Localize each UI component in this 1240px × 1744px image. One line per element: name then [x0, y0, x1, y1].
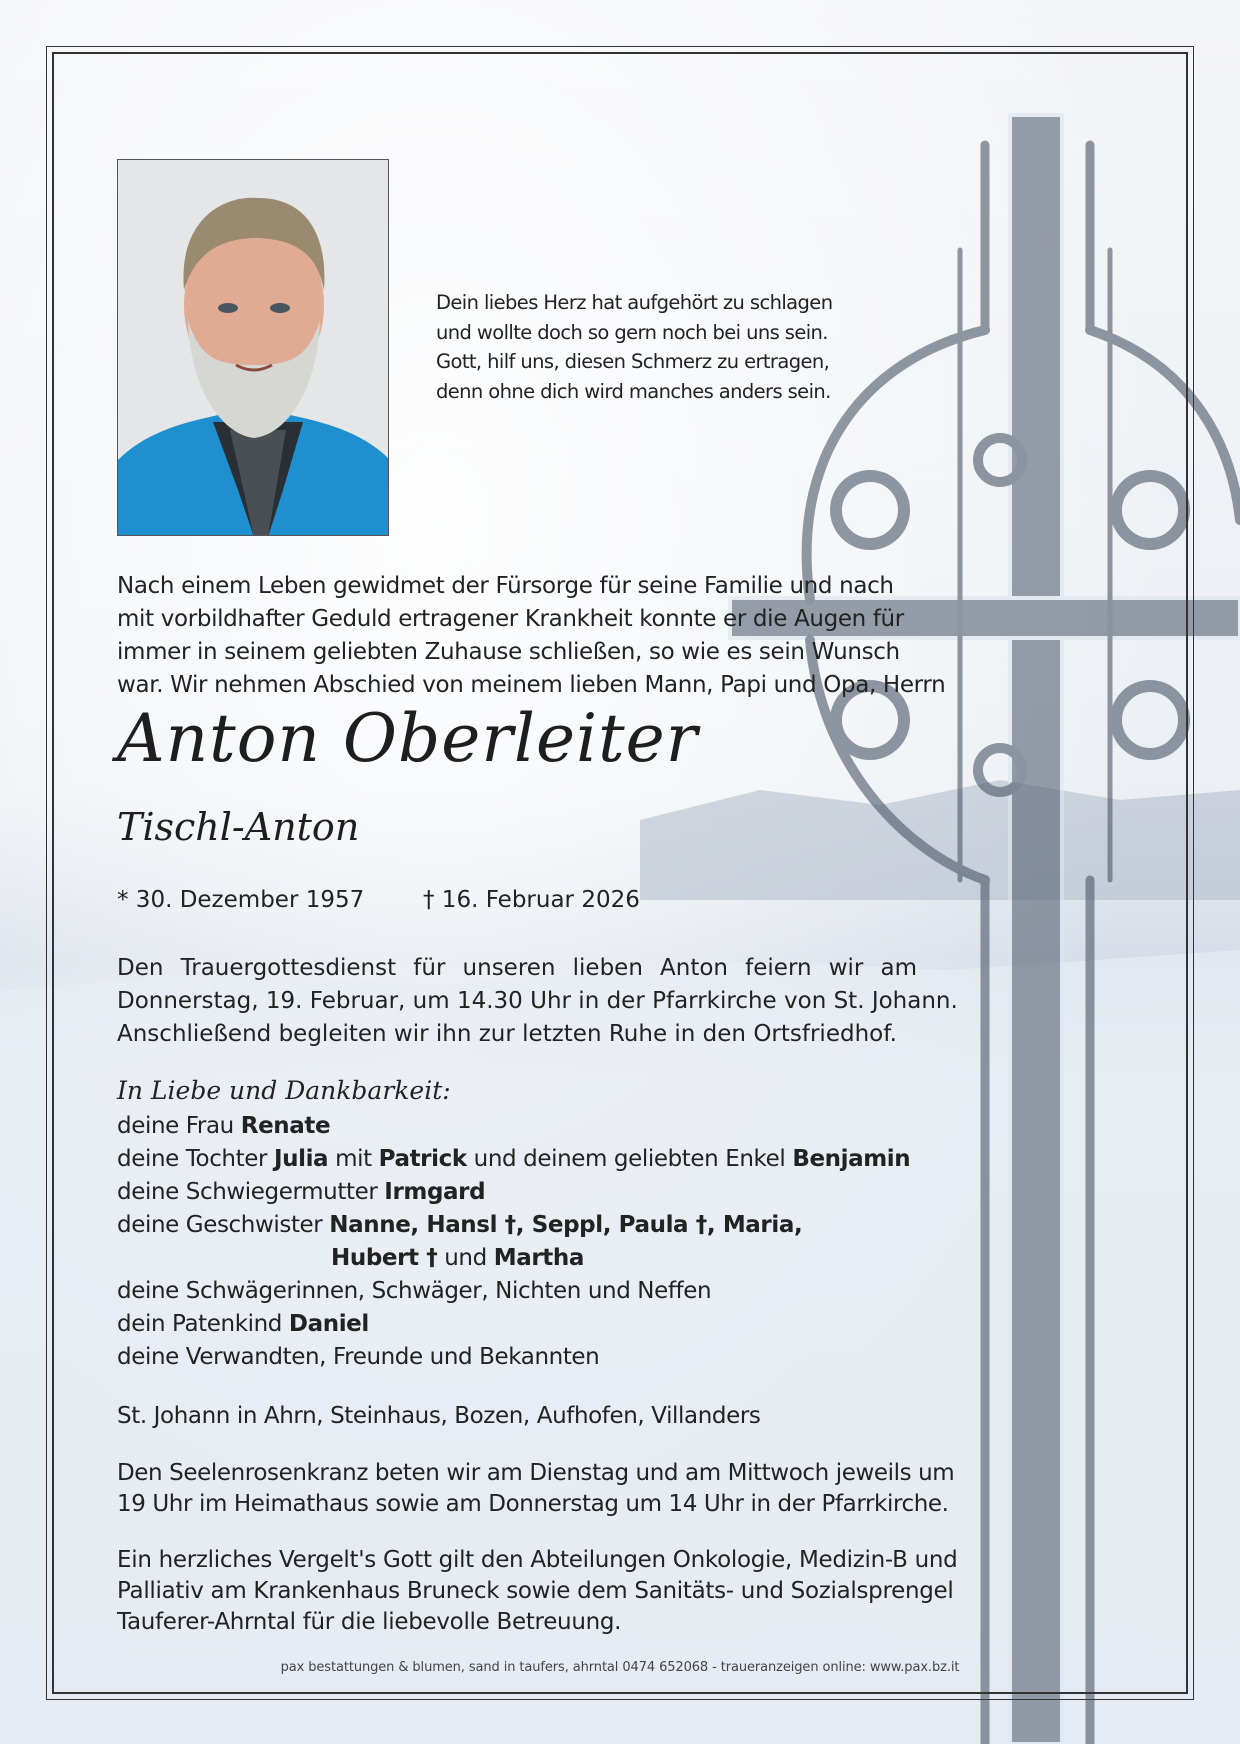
rosary-line: 19 Uhr im Heimathaus sowie am Donnerstag um 14 Uhr in der Pfarrkirche. — [117, 1491, 949, 1517]
mourner-relation: und — [437, 1245, 494, 1271]
mourner-name: Renate — [240, 1113, 331, 1139]
mourner-relation: deine Geschwister — [117, 1212, 330, 1238]
mourner-name: Irmgard — [384, 1179, 486, 1205]
intro-paragraph — [117, 570, 946, 702]
footer-credit: pax bestattungen & blumen, sand in taufers, ahrntal 0474 652068 - traueranzeigen online: www.pax.bz.it — [280, 1660, 960, 1675]
mourners-list — [117, 1110, 917, 1374]
mourner-relation: und deinem geliebten Enkel — [466, 1146, 793, 1172]
intro-line: mit vorbildhafter Geduld ertragener Krankheit konnte er die Augen für — [117, 606, 904, 632]
mourner-row — [117, 1143, 917, 1176]
gratitude-heading: In Liebe und Dankbarkeit: — [117, 1076, 451, 1105]
poem — [436, 288, 876, 406]
mourner-row — [117, 1242, 917, 1275]
rosary-line: Den Seelenrosenkranz beten wir am Dienstag und am Mittwoch jeweils um — [117, 1460, 955, 1486]
mourner-row — [117, 1209, 917, 1242]
poem-line: denn ohne dich wird manches anders sein. — [436, 379, 831, 403]
rosary-paragraph — [117, 1458, 955, 1520]
mourner-row — [117, 1308, 917, 1341]
poem-line: Dein liebes Herz hat aufgehört zu schlagen — [436, 291, 833, 314]
service-paragraph — [117, 952, 958, 1051]
thanks-line: Ein herzliches Vergelt's Gott gilt den Abteilungen Onkologie, Medizin-B und — [117, 1547, 958, 1573]
mourner-row — [117, 1110, 917, 1143]
portrait-illustration — [118, 160, 389, 536]
mourner-name: Julia — [273, 1146, 329, 1172]
thanks-paragraph — [117, 1545, 958, 1638]
mourner-row — [117, 1341, 917, 1374]
mourner-row — [117, 1275, 917, 1308]
death-date: † 16. Februar 2026 — [423, 887, 640, 913]
poem-line: und wollte doch so gern noch bei uns sein. — [436, 320, 828, 344]
mourner-relation: deine Schwiegermutter — [117, 1179, 385, 1205]
poem-line: Gott, hilf uns, diesen Schmerz zu ertragen, — [436, 350, 830, 373]
mourner-relation: deine Schwägerinnen, Schwäger, Nichten und Neffen — [117, 1278, 712, 1304]
deceased-nickname: Tischl-Anton — [117, 805, 360, 849]
mourner-name: Daniel — [288, 1311, 369, 1337]
service-line: Anschließend begleiten wir ihn zur letzten Ruhe in den Ortsfriedhof. — [117, 1021, 897, 1047]
mourner-relation: deine Frau — [117, 1113, 241, 1139]
thanks-line: Palliativ am Krankenhaus Bruneck sowie dem Sanitäts- und Sozialsprengel — [117, 1578, 954, 1604]
intro-line: immer in seinem geliebten Zuhause schließen, so wie es sein Wunsch — [117, 639, 900, 665]
mourner-relation: mit — [328, 1146, 379, 1172]
mourner-relation: dein Patenkind — [117, 1311, 289, 1337]
mourner-name: Martha — [493, 1245, 584, 1271]
mourner-name: Benjamin — [792, 1146, 911, 1172]
intro-line: war. Wir nehmen Abschied von meinem lieben Mann, Papi und Opa, Herrn — [117, 672, 946, 698]
mourner-relation: deine Tochter — [117, 1146, 274, 1172]
birth-date: * 30. Dezember 1957 — [117, 887, 365, 913]
mourner-name: Hubert † — [331, 1245, 438, 1271]
thanks-line: Tauferer-Ahrntal für die liebevolle Betreuung. — [117, 1609, 622, 1635]
mourner-name: Patrick — [378, 1146, 467, 1172]
intro-line: Nach einem Leben gewidmet der Fürsorge für seine Familie und nach — [117, 573, 894, 599]
portrait-photo — [117, 159, 389, 536]
mourner-relation: deine Verwandten, Freunde und Bekannten — [117, 1344, 600, 1370]
mourner-name: Nanne, Hansl †, Seppl, Paula †, Maria, — [329, 1212, 803, 1238]
deceased-name: Anton Oberleiter — [117, 700, 699, 777]
mourner-row — [117, 1176, 917, 1209]
places-line: St. Johann in Ahrn, Steinhaus, Bozen, Aufhofen, Villanders — [117, 1403, 761, 1429]
service-line: Den Trauergottesdienst für unseren lieben Anton feiern wir am — [117, 955, 917, 981]
service-line: Donnerstag, 19. Februar, um 14.30 Uhr in der Pfarrkirche von St. Johann. — [117, 988, 958, 1014]
